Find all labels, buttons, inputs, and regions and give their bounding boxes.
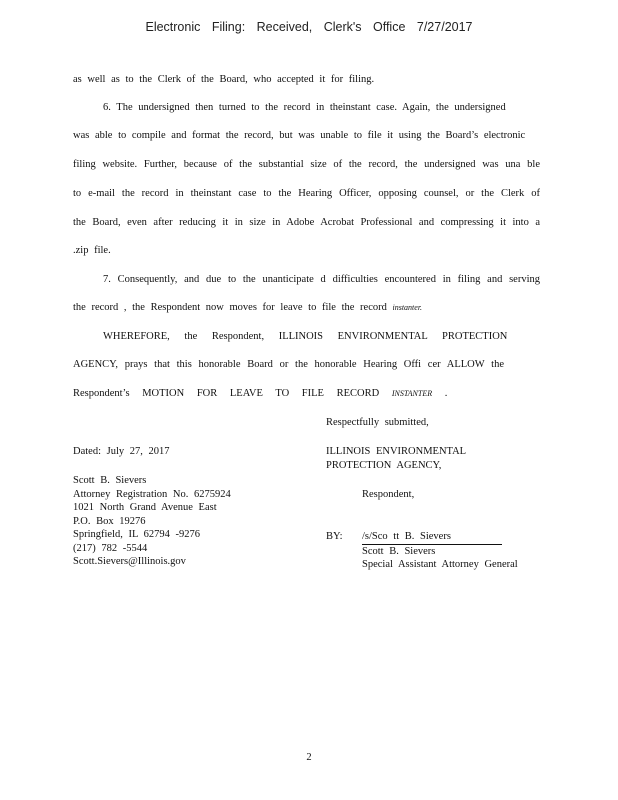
signer-title: Special Assistant Attorney General — [362, 559, 518, 570]
period: . — [444, 388, 448, 399]
wherefore-line: AGENCY, prays that this honorable Board or the honorable Hearing Offi cer ALLOW the — [73, 359, 504, 370]
agency-block — [326, 445, 466, 472]
paragraph-6-line: to e-mail the record in theinstant case to the Hearing Officer, opposing counsel, or the Clerk of — [73, 188, 540, 199]
address-line: 1021 North Grand Avenue East — [73, 502, 217, 513]
address-line: P.O. Box 19276 — [73, 515, 146, 527]
instanter-italic: INSTANTER — [391, 389, 433, 398]
attorney-contact-block — [73, 474, 231, 569]
attorney-name: Scott B. Sievers — [73, 475, 147, 486]
filing-header: Electronic Filing: Received, Clerk's Office 7/27/2017 — [145, 20, 473, 34]
agency-name-line: ILLINOIS ENVIRONMENTAL — [326, 446, 467, 457]
paragraph-7-line: 7. Consequently, and due to the unanticipate d difficulties encountered in filing and serving — [103, 274, 540, 285]
motion-title: Respondent’s MOTION FOR LEAVE TO FILE RECORD — [73, 388, 380, 399]
signature-block — [362, 530, 518, 572]
address-line: Springfield, IL 62794 -9276 — [73, 529, 201, 540]
body-line: as well as to the Clerk of the Board, who accepted it for filing. — [73, 74, 375, 85]
paragraph-6-line: the Board, even after reducing it in size in Adobe Acrobat Professional and compressing it into a — [73, 217, 540, 228]
signature-line — [362, 530, 518, 545]
electronic-signature: /s/Sco tt B. Sievers — [362, 530, 502, 545]
wherefore-line: WHEREFORE, the Respondent, ILLINOIS ENVIRONMENTAL PROTECTION — [103, 331, 508, 342]
respectfully-submitted: Respectfully submitted, — [326, 417, 429, 428]
respondent-label: Respondent, — [362, 489, 415, 500]
wherefore-line — [73, 388, 447, 399]
paragraph-6-line: 6. The undersigned then turned to the record in theinstant case. Again, the undersigned — [103, 102, 506, 113]
dated-line: Dated: July 27, 2017 — [73, 446, 170, 457]
paragraph-6-line: filing website. Further, because of the substantial size of the record, the undersigned was una ble — [73, 159, 540, 170]
email-address: Scott.Sievers@Illinois.gov — [73, 556, 186, 567]
agency-name-line: PROTECTION AGENCY, — [326, 459, 442, 471]
paragraph-6-line: was able to compile and format the record, but was unable to file it using the Board’s electronic — [73, 130, 526, 141]
phone-number: (217) 782 -5544 — [73, 542, 148, 554]
by-label: BY: — [326, 531, 343, 542]
paragraph-7-line — [73, 302, 422, 313]
page-number: 2 — [306, 752, 312, 763]
signer-name: Scott B. Sievers — [362, 545, 436, 557]
paragraph-6-line: .zip file. — [73, 245, 111, 256]
attorney-registration: Attorney Registration No. 6275924 — [73, 488, 231, 500]
instanter-italic: instanter. — [392, 303, 423, 312]
paragraph-7-text: the record , the Respondent now moves for leave to file the record — [73, 302, 387, 313]
